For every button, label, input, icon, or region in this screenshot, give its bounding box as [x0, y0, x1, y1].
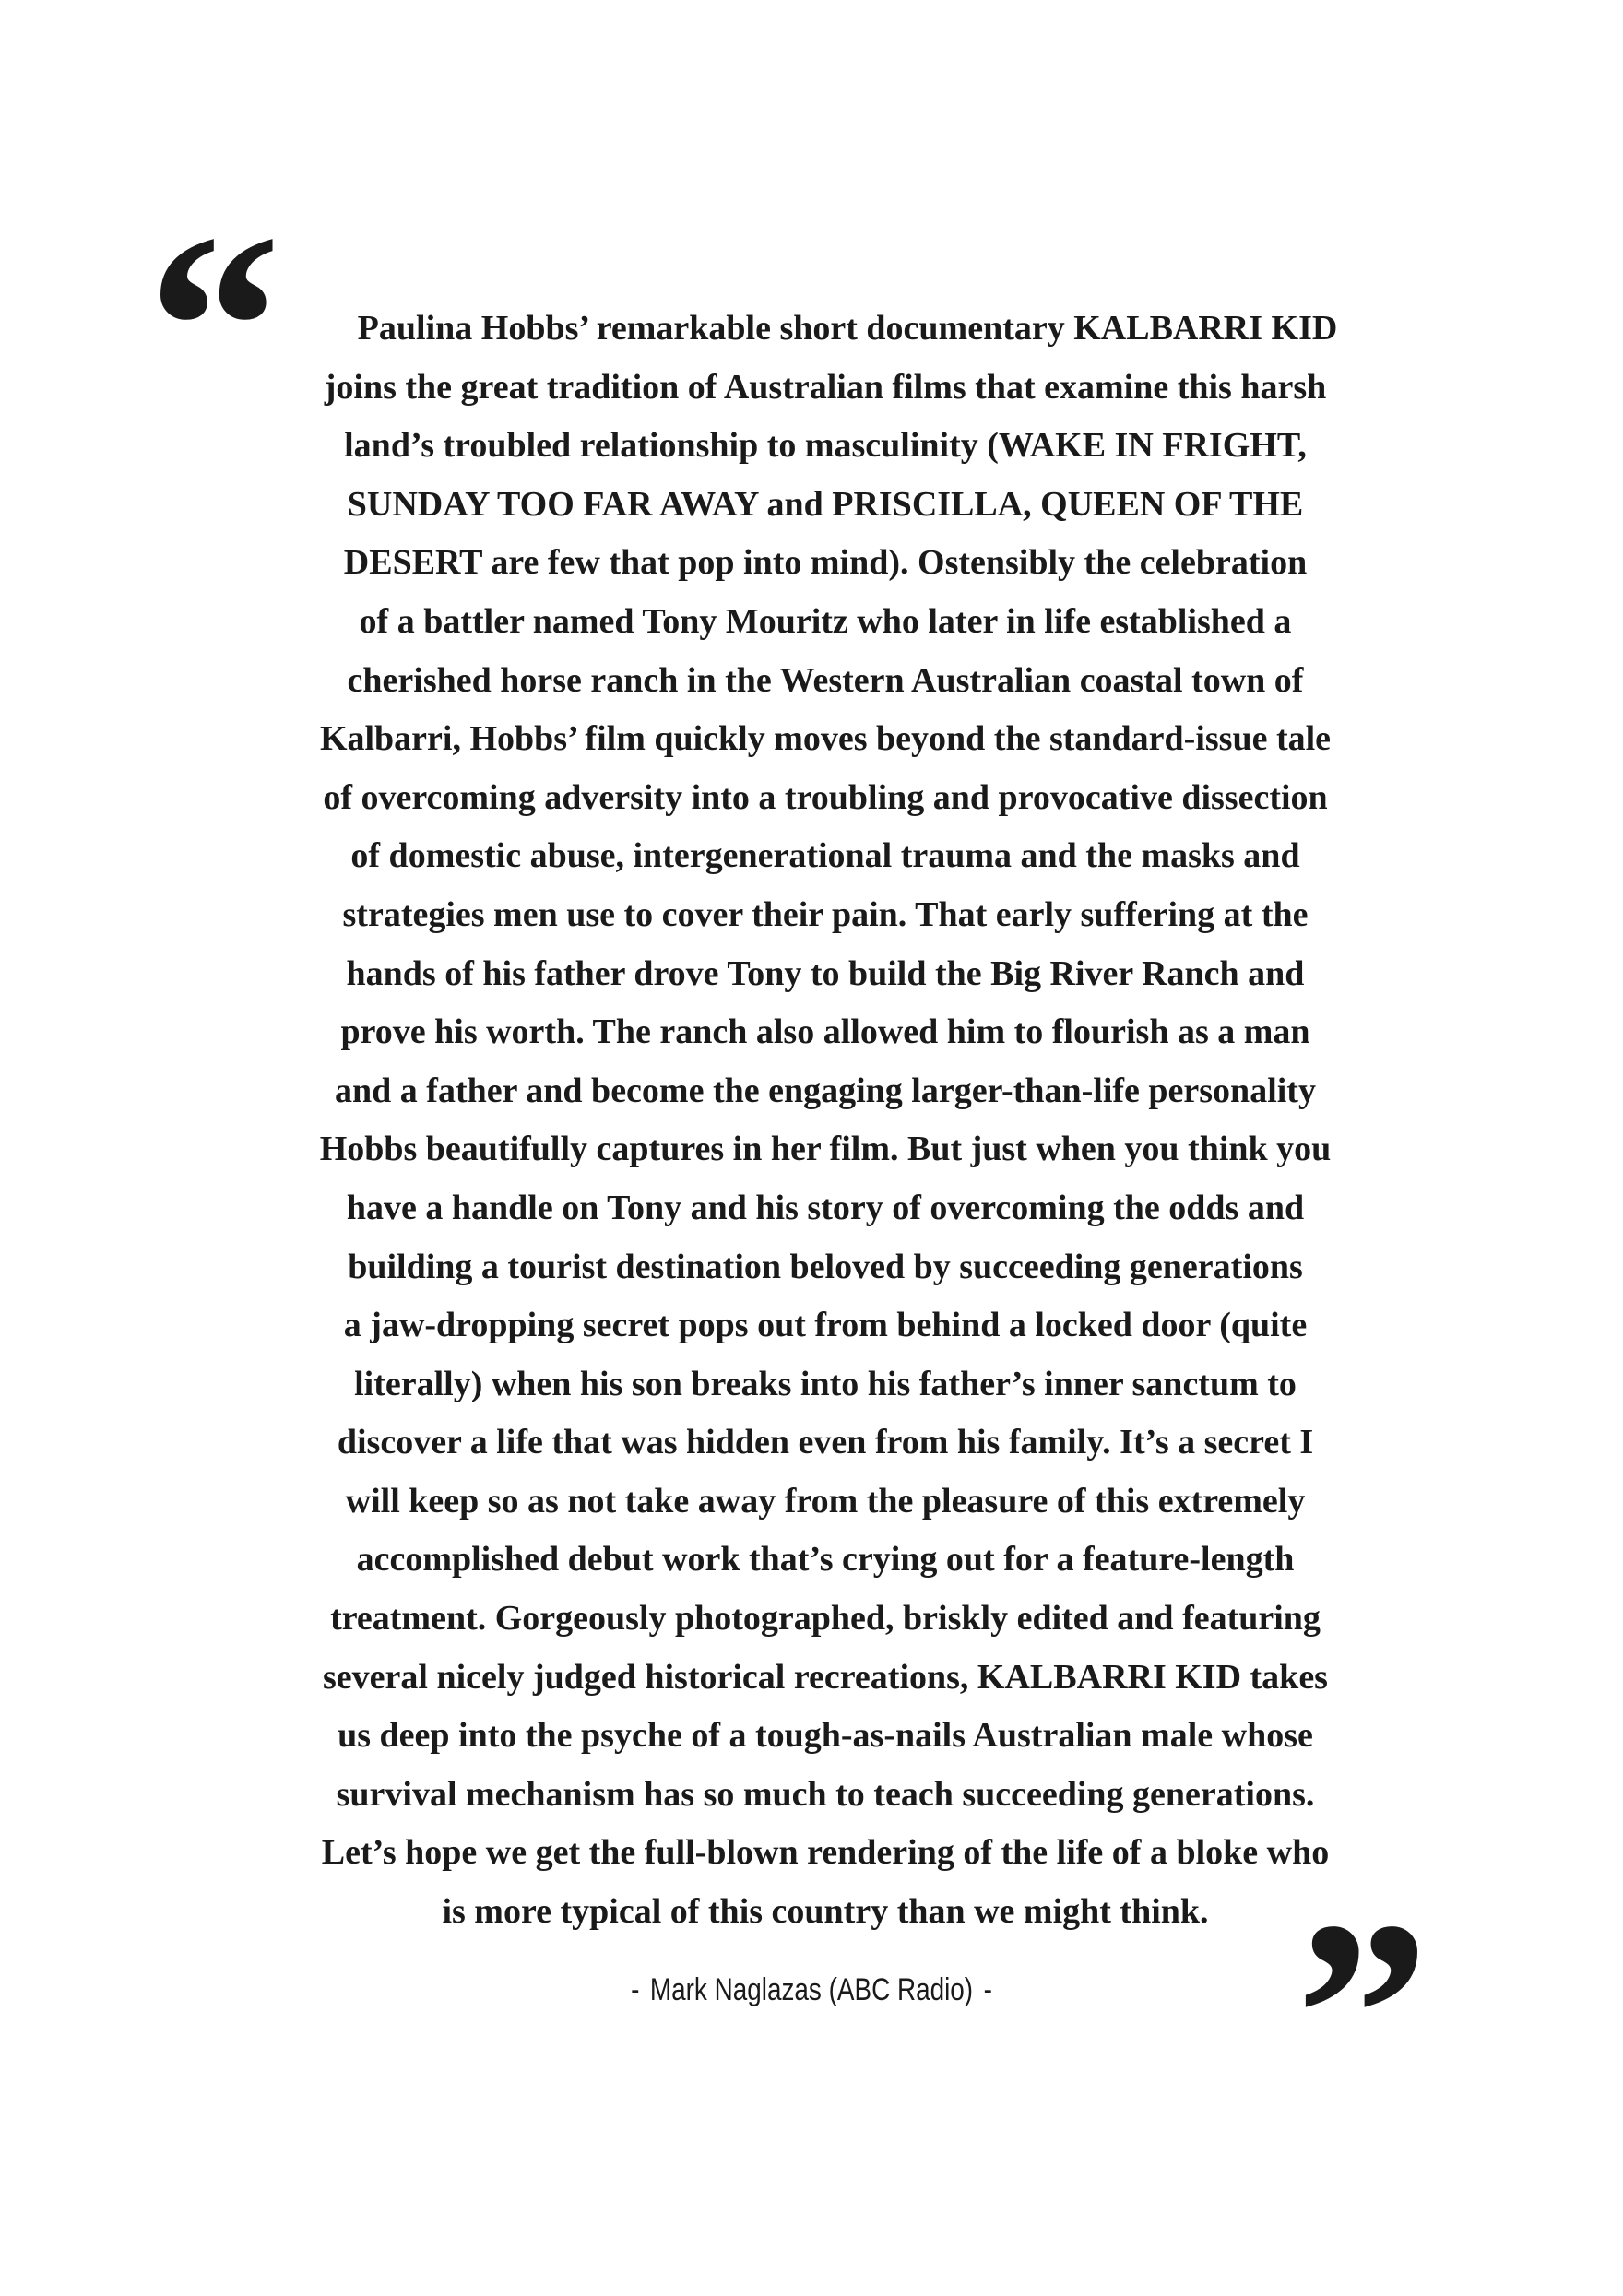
quote-line: accomplished debut work that’s crying out for a feature-length — [356, 1540, 1295, 1580]
quote-line: land’s troubled relationship to masculinity (WAKE IN FRIGHT, — [344, 426, 1307, 466]
quote-line: joins the great tradition of Australian films that examine this harsh — [324, 367, 1327, 407]
quote-line: of overcoming adversity into a troubling and provocative dissection — [323, 777, 1328, 817]
quote-line: will keep so as not take away from the pleasure of this extremely — [345, 1481, 1306, 1521]
quote-line: prove his worth. The ranch also allowed him to flourish as a man — [340, 1012, 1310, 1052]
quote-line: Let’s hope we get the full-blown rendering of the life of a bloke who — [321, 1833, 1330, 1873]
quote-line: discover a life that was hidden even from his family. It’s a secret I — [337, 1423, 1314, 1462]
quote-line: treatment. Gorgeously photographed, briskly edited and featuring — [330, 1599, 1321, 1639]
quote-line: is more typical of this country than we might think. — [442, 1892, 1209, 1932]
quote-line: SUNDAY TOO FAR AWAY and PRISCILLA, QUEEN OF THE — [347, 484, 1304, 524]
attribution-text: Mark Naglazas (ABC Radio) — [649, 1972, 974, 2007]
open-quote-mark: “ — [148, 179, 272, 475]
quote-line: Kalbarri, Hobbs’ film quickly moves beyond the standard-issue tale — [319, 719, 1332, 759]
quote-line: several nicely judged historical recreations, KALBARRI KID takes — [323, 1657, 1328, 1697]
quote-line: and a father and become the engaging larger-than-life personality — [335, 1071, 1316, 1110]
quote-line: a jaw-dropping secret pops out from behind a locked door (quite — [343, 1306, 1308, 1345]
quote-line: have a handle on Tony and his story of overcoming the odds and — [346, 1188, 1305, 1227]
close-quote-mark: ” — [1296, 1866, 1420, 2162]
quote-line: strategies men use to cover their pain. That early suffering at the — [342, 894, 1309, 934]
attribution-dash-left: - — [631, 1972, 640, 2007]
quote-line: Hobbs beautifully captures in her film. But just when you think you — [319, 1130, 1332, 1169]
quote-line: us deep into the psyche of a tough-as-nails Australian male whose — [338, 1716, 1313, 1756]
quote-line: DESERT are few that pop into mind). Ostensibly the celebration — [343, 543, 1308, 583]
quote-line: survival mechanism has so much to teach succeeding generations. — [336, 1774, 1315, 1814]
review-attribution — [146, 1971, 1476, 2008]
review-quote-text — [249, 300, 1402, 1942]
quote-line: of domestic abuse, intergenerational trauma and the masks and — [350, 836, 1300, 876]
quote-line: building a tourist destination beloved by succeeding generations — [348, 1247, 1303, 1286]
attribution-dash-right: - — [983, 1972, 992, 2007]
quote-line: hands of his father drove Tony to build the Big River Ranch and — [346, 953, 1305, 993]
quote-line: cherished horse ranch in the Western Australian coastal town of — [347, 660, 1304, 700]
quote-line: of a battler named Tony Mouritz who later in life established a — [359, 601, 1292, 641]
quote-line: Paulina Hobbs’ remarkable short documentary KALBARRI KID — [357, 309, 1338, 348]
quote-line: literally) when his son breaks into his father’s inner sanctum to — [354, 1364, 1297, 1403]
